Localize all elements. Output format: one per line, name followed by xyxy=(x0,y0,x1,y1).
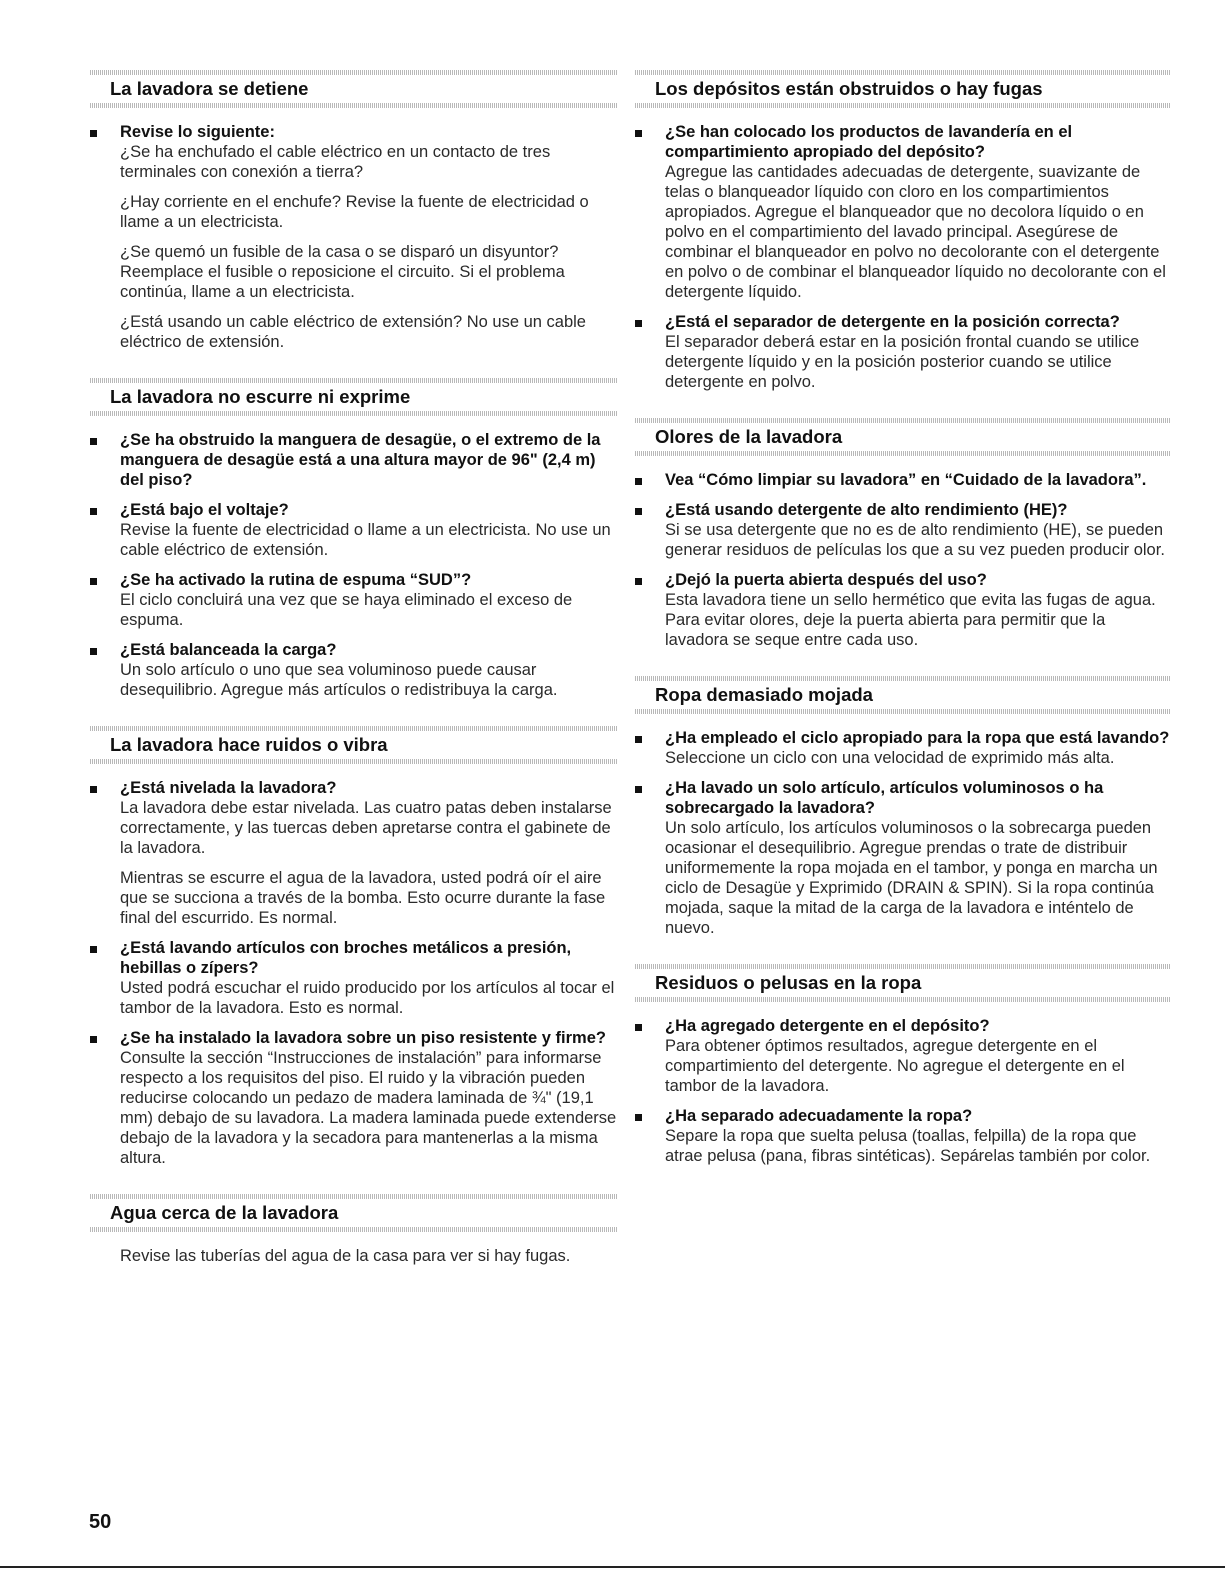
list-item xyxy=(90,1028,618,1168)
item-text: ¿Se quemó un fusible de la casa o se disparó un disyuntor? Reemplace el fusible o reposicione el circuito. Si el problema continúa, llame a un electricista. xyxy=(120,243,565,301)
bullet-icon xyxy=(635,478,642,485)
section-title: Agua cerca de la lavadora xyxy=(90,1194,618,1232)
item-question: ¿Está usando detergente de alto rendimiento (HE)? xyxy=(665,501,1068,519)
item-question: ¿Se ha instalado la lavadora sobre un piso resistente y firme? xyxy=(120,1029,606,1047)
list-item xyxy=(90,570,618,630)
list-item xyxy=(635,470,1170,490)
list-item xyxy=(90,430,618,490)
bullet-icon xyxy=(635,130,642,137)
item-text: El separador deberá estar en la posición frontal cuando se utilice detergente líquido y en la posición posterior cuando se utilice detergente en polvo. xyxy=(665,333,1140,391)
item-question: ¿Ha agregado detergente en el depósito? xyxy=(665,1017,990,1035)
list-item xyxy=(90,122,618,352)
item-text: Si se usa detergente que no es de alto rendimiento (HE), se pueden generar residuos de películas los que a su vez pueden producir olor. xyxy=(665,521,1165,559)
item-question: Revise lo siguiente: xyxy=(120,123,275,141)
list-item xyxy=(635,312,1170,392)
item-question: ¿Ha empleado el ciclo apropiado para la ropa que está lavando? xyxy=(665,729,1170,747)
list-item xyxy=(90,640,618,700)
item-question: ¿Ha separado adecuadamente la ropa? xyxy=(665,1107,973,1125)
list-item xyxy=(90,500,618,560)
item-question: ¿Ha lavado un solo artículo, artículos voluminosos o ha sobrecargado la lavadora? xyxy=(665,779,1104,817)
bullet-icon xyxy=(90,946,97,953)
bullet-icon xyxy=(635,1114,642,1121)
item-question: Vea “Cómo limpiar su lavadora” en “Cuidado de la lavadora”. xyxy=(665,471,1147,489)
bullet-icon xyxy=(635,578,642,585)
item-text: Un solo artículo, los artículos voluminosos o la sobrecarga pueden ocasionar el desequilibrio. Agregue prendas o trate de distribuir uniformemente la ropa mojada en el tambor, y ponga en marcha un ciclo de Desagüe y Exprimido (DRAIN & SPIN). Si la ropa continúa mojada, saque la mitad de la carga de la lavadora e inténtelo de nuevo. xyxy=(665,819,1158,937)
left-column xyxy=(90,70,618,1292)
list-item xyxy=(635,122,1170,302)
bullet-icon xyxy=(635,1024,642,1031)
bullet-icon xyxy=(90,578,97,585)
item-text: ¿Está usando un cable eléctrico de extensión? No use un cable eléctrico de extensión. xyxy=(120,313,586,351)
section-lint xyxy=(635,964,1170,1192)
bullet-icon xyxy=(635,508,642,515)
section-wet-clothes xyxy=(635,676,1170,964)
section-noise xyxy=(90,726,618,1194)
bullet-icon xyxy=(635,736,642,743)
bottom-rule xyxy=(0,1566,1225,1568)
item-text: Revise las tuberías del agua de la casa para ver si hay fugas. xyxy=(120,1247,571,1265)
section-title: La lavadora se detiene xyxy=(90,70,618,108)
item-question: ¿Se han colocado los productos de lavandería en el compartimiento apropiado del depósito? xyxy=(665,123,1073,161)
bullet-icon xyxy=(90,786,97,793)
section-stops xyxy=(90,70,618,378)
list-item xyxy=(90,778,618,928)
item-question: ¿Se ha obstruido la manguera de desagüe, o el extremo de la manguera de desagüe está a una altura mayor de 96" (2,4 m) del piso? xyxy=(120,431,601,489)
section-title: La lavadora no escurre ni exprime xyxy=(90,378,618,416)
item-text: Usted podrá escuchar el ruido producido por los artículos al tocar el tambor de la lavadora. Esto es normal. xyxy=(120,979,615,1017)
item-question: ¿Dejó la puerta abierta después del uso? xyxy=(665,571,987,589)
section-title: La lavadora hace ruidos o vibra xyxy=(90,726,618,764)
bullet-icon xyxy=(90,508,97,515)
item-question: ¿Está nivelada la lavadora? xyxy=(120,779,337,797)
list-item xyxy=(635,500,1170,560)
item-text: Un solo artículo o uno que sea voluminoso puede causar desequilibrio. Agregue más artículos o redistribuya la carga. xyxy=(120,661,558,699)
item-text: Revise la fuente de electricidad o llame a un electricista. No use un cable eléctrico de extensión. xyxy=(120,521,611,559)
item-text: Esta lavadora tiene un sello hermético que evita las fugas de agua. Para evitar olores, deje la puerta abierta para permitir que la lavadora se seque entre cada uso. xyxy=(665,591,1156,649)
list-item xyxy=(635,1016,1170,1096)
list-item xyxy=(635,778,1170,938)
section-odors xyxy=(635,418,1170,676)
section-title: Residuos o pelusas en la ropa xyxy=(635,964,1170,1002)
item-question: ¿Está bajo el voltaje? xyxy=(120,501,289,519)
bullet-icon xyxy=(635,786,642,793)
section-water xyxy=(90,1194,618,1292)
list-item xyxy=(635,570,1170,650)
item-text: El ciclo concluirá una vez que se haya eliminado el exceso de espuma. xyxy=(120,591,573,629)
section-dispensers xyxy=(635,70,1170,418)
list-item xyxy=(635,1106,1170,1166)
section-title: Los depósitos están obstruidos o hay fugas xyxy=(635,70,1170,108)
item-text: Separe la ropa que suelta pelusa (toallas, felpilla) de la ropa que atrae pelusa (pana, fibras sintéticas). Sepárelas también por color. xyxy=(665,1127,1151,1165)
bullet-icon xyxy=(635,320,642,327)
item-text: Consulte la sección “Instrucciones de instalación” para informarse respecto a los requisitos del piso. El ruido y la vibración pueden reducirse colocando un pedazo de madera laminada de ¾" (19,1 mm) debajo de su lavadora. La madera laminada puede extenderse debajo de la lavadora y la secadora para mantenerlas a la misma altura. xyxy=(120,1049,617,1167)
item-text: La lavadora debe estar nivelada. Las cuatro patas deben instalarse correctamente, y las tuercas deben apretarse contra el gabinete de la lavadora. xyxy=(120,799,612,857)
item-text: ¿Hay corriente en el enchufe? Revise la fuente de electricidad o llame a un electricista. xyxy=(120,193,589,231)
list-item xyxy=(90,938,618,1018)
bullet-icon xyxy=(90,438,97,445)
page-number: 50 xyxy=(89,1511,112,1533)
section-title: Olores de la lavadora xyxy=(635,418,1170,456)
item-text: ¿Se ha enchufado el cable eléctrico en un contacto de tres terminales con conexión a tierra? xyxy=(120,143,551,181)
section-no-drain xyxy=(90,378,618,726)
bullet-icon xyxy=(90,130,97,137)
item-text: Seleccione un ciclo con una velocidad de exprimido más alta. xyxy=(665,749,1115,767)
item-text: Mientras se escurre el agua de la lavadora, usted podrá oír el aire que se succiona a través de la bomba. Esto ocurre durante la fase final del escurrido. Es normal. xyxy=(120,869,606,927)
bullet-icon xyxy=(90,648,97,655)
item-question: ¿Está balanceada la carga? xyxy=(120,641,337,659)
bullet-icon xyxy=(90,1036,97,1043)
item-text: Para obtener óptimos resultados, agregue detergente en el compartimiento del detergente. No agregue el detergente en el tambor de la lavadora. xyxy=(665,1037,1125,1095)
list-item xyxy=(635,728,1170,768)
item-question: ¿Está lavando artículos con broches metálicos a presión, hebillas o zípers? xyxy=(120,939,572,977)
item-question: ¿Se ha activado la rutina de espuma “SUD”? xyxy=(120,571,472,589)
item-question: ¿Está el separador de detergente en la posición correcta? xyxy=(665,313,1120,331)
item-text: Agregue las cantidades adecuadas de detergente, suavizante de telas o blanqueador líquido con cloro en los compartimientos apropiados. Agregue el blanqueador que no decolora líquido o en polvo en el compartimiento del lavado principal. Asegúrese de combinar el blanqueador en polvo no decolorante con el detergente en polvo o de combinar el blanqueador líquido no decolorante con el detergente líquido. xyxy=(665,163,1166,301)
right-column xyxy=(635,70,1170,1192)
section-title: Ropa demasiado mojada xyxy=(635,676,1170,714)
